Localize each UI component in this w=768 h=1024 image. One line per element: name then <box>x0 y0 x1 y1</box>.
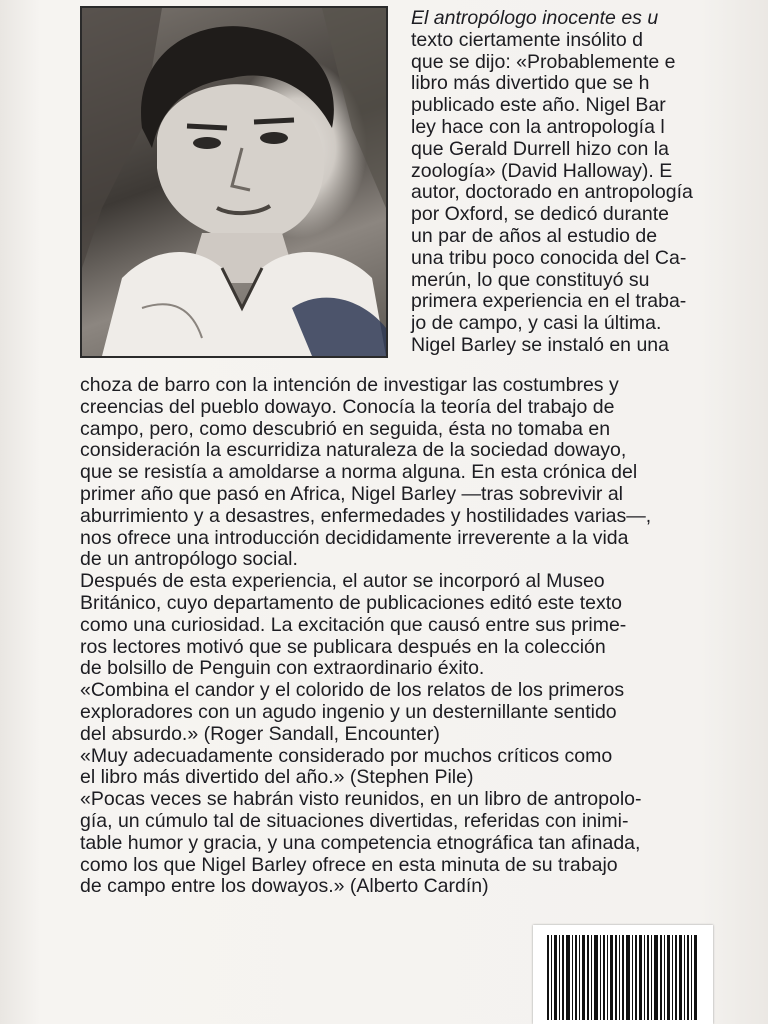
text-line: El antropólogo inocente es u <box>411 7 659 29</box>
barcode <box>533 925 713 1024</box>
text-line: por Oxford, se dedicó durante <box>411 203 669 226</box>
text-line: gía, un cúmulo tal de situaciones divertidas, referidas con inimi- <box>80 809 629 832</box>
text-line: nos ofrece una introducción decididamente irreverente a la vida <box>80 526 629 549</box>
text-line: una tribu poco conocida del Ca- <box>411 246 687 269</box>
text-line: que se dijo: «Probablemente e <box>411 50 676 73</box>
text-line: que se resistía a amoldarse a norma alguna. En esta crónica del <box>80 461 638 484</box>
text-line: publicado este año. Nigel Bar <box>411 94 666 117</box>
text-line: «Muy adecuadamente considerado por muchos críticos como <box>80 744 613 767</box>
text-line: como una curiosidad. La excitación que causó entre sus prime- <box>80 613 627 636</box>
author-photo <box>80 6 388 358</box>
text-line: merún, lo que constituyó su <box>411 268 650 291</box>
text-line: creencias del pueblo dowayo. Conocía la teoría del trabajo de <box>80 395 615 418</box>
text-line: ros lectores motivó que se publicara después en la colección <box>80 635 606 658</box>
text-line: Después de esta experiencia, el autor se incorporó al Museo <box>80 570 605 593</box>
barcode-icon <box>547 935 699 1020</box>
text-line: primer año que pasó en Africa, Nigel Barley —tras sobrevivir al <box>80 482 623 505</box>
text-line: zoología» (David Halloway). E <box>411 159 673 182</box>
portrait-icon <box>82 8 386 356</box>
text-line: consideración la escurridiza naturaleza de la sociedad dowayo, <box>80 439 627 462</box>
text-line: Nigel Barley se instaló en una <box>411 333 669 356</box>
text-line: como los que Nigel Barley ofrece en esta minuta de su trabajo <box>80 853 618 876</box>
text-line: texto ciertamente insólito d <box>411 28 643 51</box>
text-line: el libro más divertido del año.» (Stephen Pile) <box>80 766 474 789</box>
full-text-column <box>80 375 760 898</box>
text-line: campo, pero, como descubrió en seguida, ésta no tomaba en <box>80 417 611 440</box>
text-line: de campo entre los dowayos.» (Alberto Cardín) <box>80 875 489 898</box>
text-line: autor, doctorado en antropología <box>411 181 693 204</box>
text-line: table humor y gracia, y una competencia etnográfica tan afinada, <box>80 831 641 854</box>
text-line: «Combina el candor y el colorido de los relatos de los primeros <box>80 679 625 702</box>
text-line: «Pocas veces se habrán visto reunidos, en un libro de antropolo- <box>80 788 642 811</box>
text-line: que Gerald Durrell hizo con la <box>411 137 669 160</box>
text-line: de bolsillo de Penguin con extraordinario éxito. <box>80 657 485 680</box>
text-line: un par de años al estudio de <box>411 224 658 247</box>
text-line: jo de campo, y casi la última. <box>411 312 662 335</box>
text-line: exploradores con un agudo ingenio y un desternillante sentido <box>80 700 617 723</box>
text-line: del absurdo.» (Roger Sandall, Encounter) <box>80 722 440 745</box>
text-line: Británico, cuyo departamento de publicaciones editó este texto <box>80 591 623 614</box>
text-line: choza de barro con la intención de investigar las costumbres y <box>80 374 619 396</box>
text-line: libro más divertido que se h <box>411 72 650 95</box>
text-line: primera experiencia en el traba- <box>411 290 687 313</box>
text-line: aburrimiento y a desastres, enfermedades y hostilidades varias—, <box>80 504 652 527</box>
text-line: de un antropólogo social. <box>80 548 298 571</box>
text-line: ley hace con la antropología l <box>411 115 665 138</box>
right-text-column <box>411 8 768 357</box>
